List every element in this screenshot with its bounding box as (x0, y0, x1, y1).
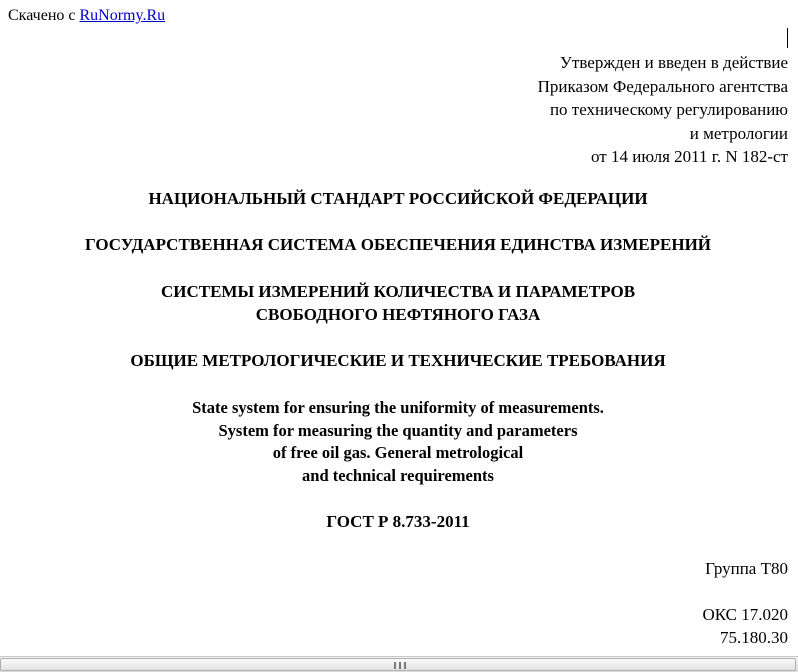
oks-code-line1: ОКС 17.020 (702, 605, 788, 624)
approval-line: Приказом Федерального агентства (537, 76, 788, 96)
general-requirements-title: ОБЩИЕ МЕТРОЛОГИЧЕСКИЕ И ТЕХНИЧЕСКИЕ ТРЕБОВАНИЯ (130, 351, 666, 370)
systems-title-line1: СИСТЕМЫ ИЗМЕРЕНИЙ КОЛИЧЕСТВА И ПАРАМЕТРОВ (160, 282, 636, 301)
english-title-line: of free oil gas. General metrological (272, 443, 524, 462)
approval-line: и метрологии (689, 123, 788, 143)
standard-designation: ГОСТ Р 8.733-2011 (326, 512, 470, 531)
horizontal-scrollbar[interactable] (0, 656, 798, 672)
oks-block (702, 603, 788, 649)
approval-line: по техническому регулированию (549, 100, 788, 119)
approval-block (538, 51, 788, 169)
group-code: Группа Т80 (705, 559, 788, 578)
english-title-line: System for measuring the quantity and parameters (218, 420, 578, 440)
systems-title-line2: СВОБОДНОГО НЕФТЯНОГО ГАЗА (255, 305, 541, 324)
text-cursor (787, 28, 788, 48)
approval-line: Утвержден и введен в действие (559, 53, 788, 72)
grip-icon (394, 662, 406, 669)
scrollbar-thumb[interactable] (0, 658, 796, 671)
general-requirements-heading (0, 349, 796, 372)
national-standard-heading (0, 187, 796, 210)
english-title-block (0, 397, 796, 487)
oks-code-line2: 75.180.30 (720, 628, 788, 647)
english-title-line: State system for ensuring the uniformity of measurements. (192, 398, 604, 417)
state-system-heading (0, 233, 796, 256)
download-source-prefix: Скачено с (8, 7, 80, 24)
english-title-line: and technical requirements (302, 465, 494, 485)
systems-heading (0, 280, 796, 326)
state-system-title: ГОСУДАРСТВЕННАЯ СИСТЕМА ОБЕСПЕЧЕНИЯ ЕДИНСТВА ИЗМЕРЕНИЙ (84, 235, 712, 254)
designation-heading (0, 510, 796, 533)
download-source-line (8, 6, 165, 26)
approval-line: от 14 июля 2011 г. N 182-ст (591, 147, 788, 166)
site-link[interactable]: RuNormy.Ru (79, 7, 166, 24)
national-standard-title: НАЦИОНАЛЬНЫЙ СТАНДАРТ РОССИЙСКОЙ ФЕДЕРАЦИИ (148, 189, 648, 208)
group-block (705, 557, 788, 580)
